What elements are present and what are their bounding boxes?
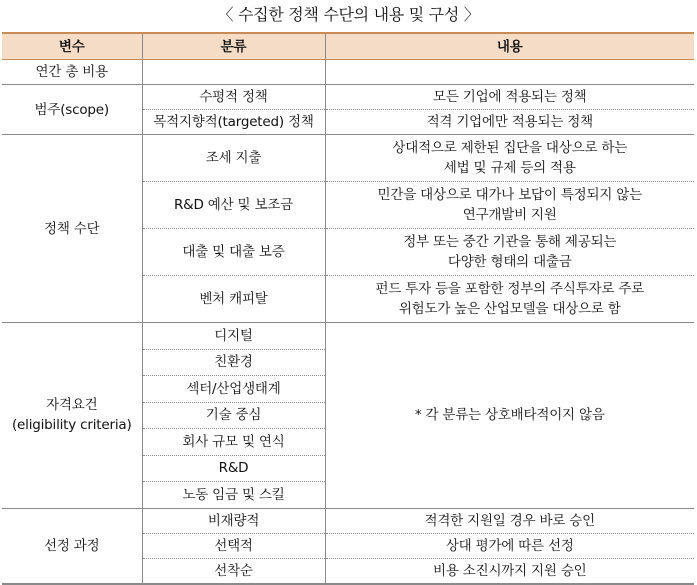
content-rnd-line1: 민간을 대상으로 대가나 보답이 특정되지 않는 bbox=[377, 187, 642, 203]
table-row bbox=[2, 60, 694, 85]
category-rnd-eligibility: R&D bbox=[142, 455, 325, 482]
table-row bbox=[2, 323, 694, 350]
variable-eligibility-line2: (eligibility criteria) bbox=[11, 417, 132, 434]
content-noncompetitive: 적격한 지원일 경우 바로 승인 bbox=[325, 508, 694, 533]
category-noncompetitive: 비재량적 bbox=[142, 508, 325, 533]
category-digital: 디지털 bbox=[142, 323, 325, 350]
header-variable: 변수 bbox=[2, 33, 142, 60]
category-targeted: 목적지향적(targeted) 정책 bbox=[142, 110, 325, 135]
content-venture-line2: 위험도가 높은 산업모델을 대상으로 함 bbox=[398, 301, 621, 317]
category-empty bbox=[142, 60, 325, 85]
variable-eligibility bbox=[2, 323, 142, 509]
variable-scope: 범주(scope) bbox=[2, 85, 142, 135]
category-loan: 대출 및 대출 보증 bbox=[142, 229, 325, 276]
header-content: 내용 bbox=[325, 33, 694, 60]
variable-selection: 선정 과정 bbox=[2, 508, 142, 584]
content-targeted: 적격 기업에만 적용되는 정책 bbox=[325, 110, 694, 135]
content-loan bbox=[325, 229, 694, 276]
content-eligibility-note: * 각 분류는 상호배타적이지 않음 bbox=[325, 323, 694, 509]
variable-annual-cost: 연간 총 비용 bbox=[2, 60, 142, 85]
category-sector: 섹터/산업생태계 bbox=[142, 376, 325, 403]
content-venture-line1: 펀드 투자 등을 포함한 정부의 주식투자로 주로 bbox=[375, 281, 645, 297]
category-firm-size: 회사 규모 및 연식 bbox=[142, 429, 325, 456]
header-row bbox=[2, 33, 694, 60]
category-horizontal: 수평적 정책 bbox=[142, 85, 325, 110]
category-labor: 노동 임금 및 스킬 bbox=[142, 482, 325, 509]
table-title: 〈 수집한 정책 수단의 내용 및 구성 〉 bbox=[217, 5, 480, 24]
content-empty bbox=[325, 60, 694, 85]
variable-eligibility-line1: 자격요건 bbox=[46, 397, 98, 414]
content-tax-line1: 상대적으로 제한된 집단을 대상으로 하는 bbox=[392, 140, 628, 156]
content-loan-line1: 정부 또는 중간 기관을 통해 제공되는 bbox=[403, 234, 617, 250]
content-tax bbox=[325, 135, 694, 182]
content-rnd-line2: 연구개발비 지원 bbox=[462, 207, 557, 223]
category-selective: 선택적 bbox=[142, 533, 325, 558]
content-rnd bbox=[325, 182, 694, 229]
category-first-come: 선착순 bbox=[142, 558, 325, 584]
category-tech: 기술 중심 bbox=[142, 402, 325, 429]
category-venture: 벤처 캐피탈 bbox=[142, 276, 325, 323]
header-category: 분류 bbox=[142, 33, 325, 60]
category-green: 친환경 bbox=[142, 349, 325, 376]
table-row bbox=[2, 85, 694, 110]
content-selective: 상대 평가에 따른 선정 bbox=[325, 533, 694, 558]
content-tax-line2: 세법 및 규제 등의 적용 bbox=[443, 160, 576, 176]
policy-instruments-table bbox=[2, 32, 694, 585]
content-loan-line2: 다양한 형태의 대출금 bbox=[447, 254, 572, 270]
content-venture bbox=[325, 276, 694, 323]
content-horizontal: 모든 기업에 적용되는 정책 bbox=[325, 85, 694, 110]
category-rnd: R&D 예산 및 보조금 bbox=[142, 182, 325, 229]
table-row bbox=[2, 135, 694, 182]
table-row bbox=[2, 508, 694, 533]
category-tax: 조세 지출 bbox=[142, 135, 325, 182]
variable-instruments: 정책 수단 bbox=[2, 135, 142, 323]
content-first-come: 비용 소진시까지 지원 승인 bbox=[325, 558, 694, 584]
